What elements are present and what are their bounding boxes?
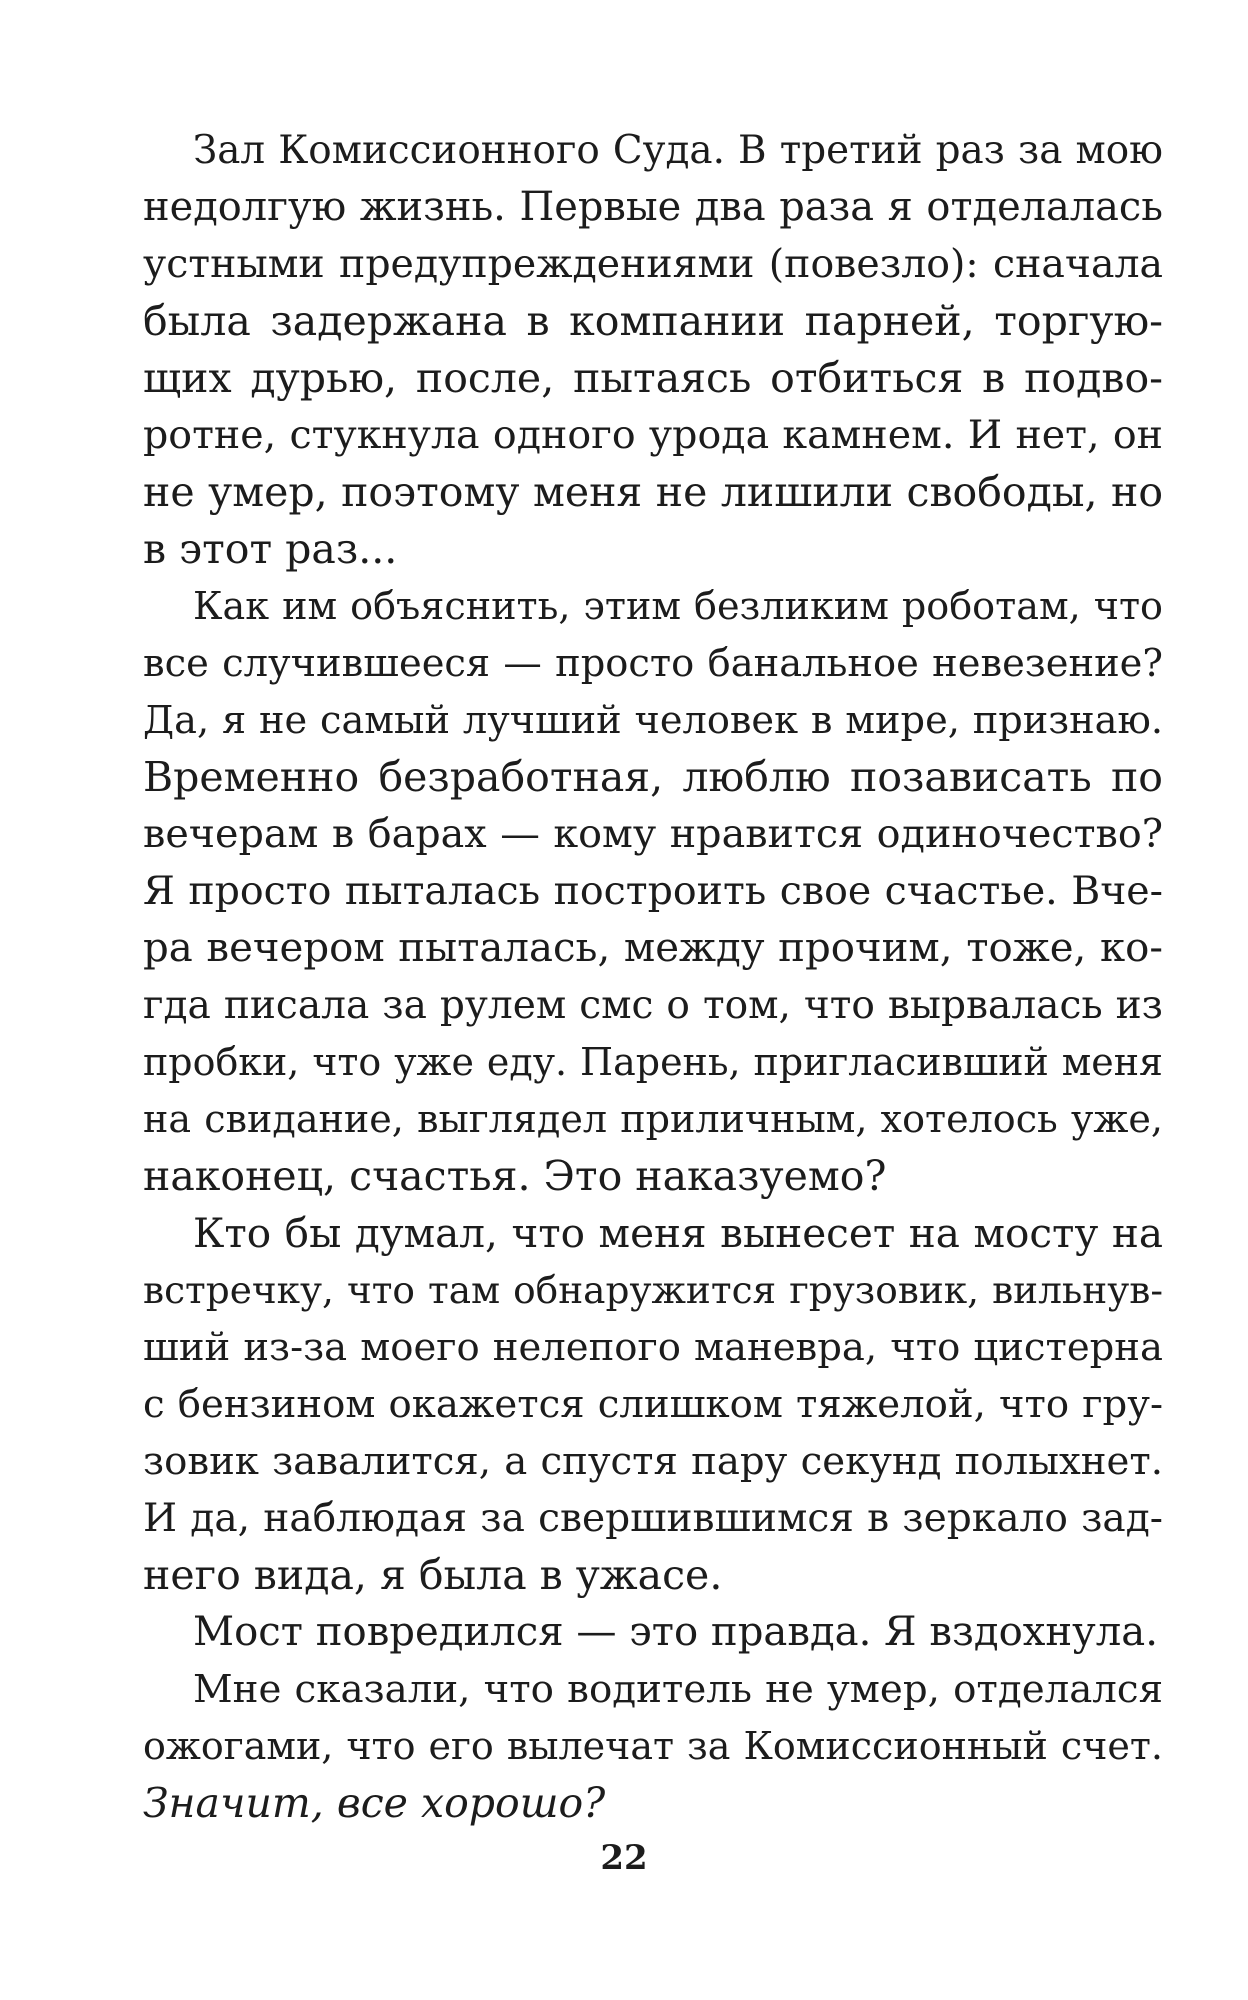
text-line: не умер, поэтому меня не лишили свободы, но [143,468,1163,516]
text-line: наконец, счастья. Это наказуемо? [143,1152,887,1200]
page-number: 22 [600,1838,648,1878]
text-line: ший из-за моего нелепого маневра, что цистерна [143,1325,1163,1370]
text-line: на свидание, выглядел приличным, хотелось уже, [143,1097,1163,1141]
text-line: ра вечером пыталась, между прочим, тоже, ко- [143,925,1163,971]
body-text [143,122,1163,1832]
text-line: гда писала за рулем смс о том, что вырвалась из [143,983,1163,1028]
text-line: пробки, что уже еду. Парень, пригласивший меня [143,1040,1163,1084]
text-line: с бензином окажется слишком тяжелой, что гру- [143,1382,1163,1427]
text-line: него вида, я была в ужасе. [143,1551,723,1599]
text-line: вечерам в барах — кому нравится одиночество? [143,811,1163,857]
text-line: Да, я не самый лучший человек в мире, признаю. [143,698,1163,743]
text-line: устными предупреждениями (повезло): сначала [143,241,1163,287]
text-line: Мост повредился — это правда. Я вздохнула. [193,1609,1159,1655]
text-line: ожогами, что его вылечат за Комиссионный счет. [143,1724,1163,1768]
text-line: Я просто пыталась построить свое счастье. Вче- [143,868,1163,914]
text-line: Кто бы думал, что меня вынесет на мосту на [193,1209,1163,1257]
text-line: ротне, стукнула одного урода камнем. И нет, он [143,412,1163,458]
text-line: щих дурью, после, пытаясь отбиться в подво- [143,354,1163,402]
text-line: Зал Комиссионного Суда. В третий раз за мою [193,128,1163,173]
text-line: встречку, что там обнаружится грузовик, вильнув- [143,1268,1163,1312]
text-line-italic: Значит, все хорошо? [143,1779,606,1827]
text-line: Мне сказали, что водитель не умер, отделался [193,1667,1163,1712]
text-line: Как им объяснить, этим безликим роботам, что [193,584,1163,628]
text-line: Временно безработная, люблю позависать по [143,753,1163,801]
text-line: И да, наблюдая за свершившимся в зеркало зад- [143,1496,1163,1541]
text-line: зовик завалится, а спустя пару секунд полыхнет. [143,1439,1163,1484]
text-line: была задержана в компании парней, торгую- [143,297,1163,345]
text-line: недолгую жизнь. Первые два раза я отделалась [143,184,1163,230]
text-line: в этот раз... [143,525,398,573]
text-line: все случившееся — просто банальное невезение? [143,641,1163,686]
